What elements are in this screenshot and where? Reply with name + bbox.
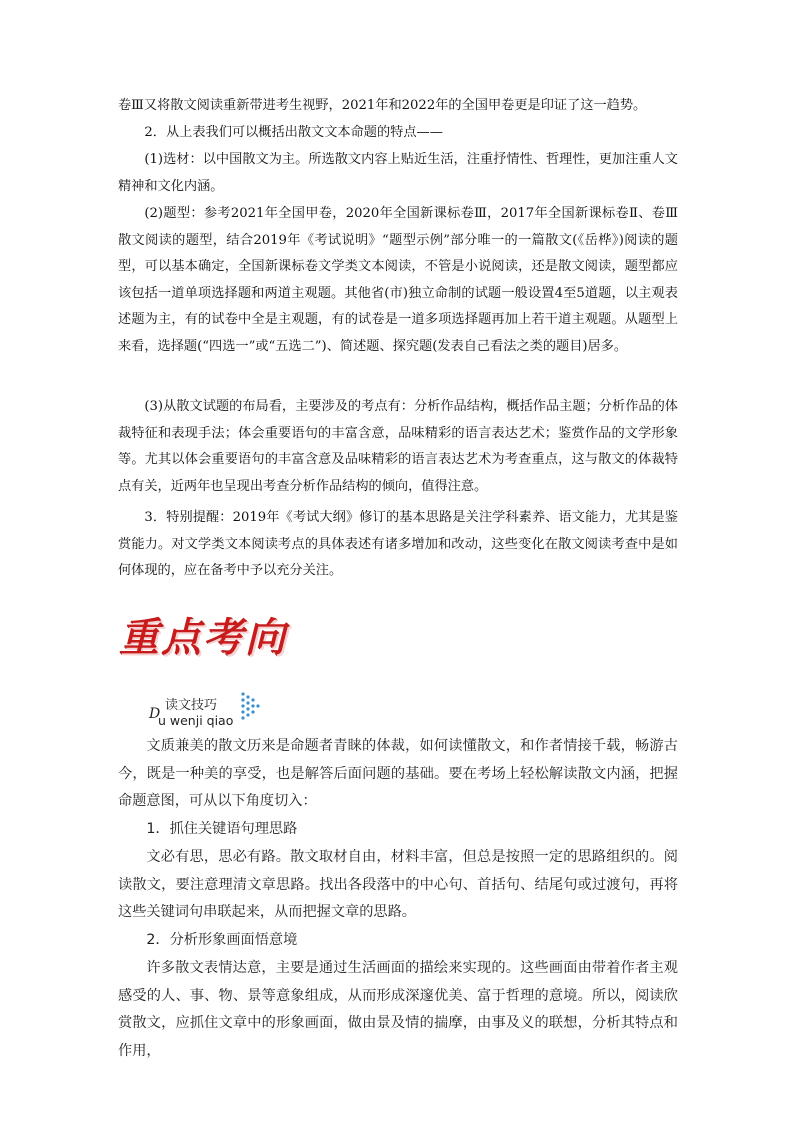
heading-imagery: 2．分析形象画面悟意境 xyxy=(146,932,298,948)
paragraph-layout: (3)从散文试题的布局看，主要涉及的考点有：分析作品结构，概括作品主题；分析作品的体裁特征和表现手法；体会重要语句的丰富含意，品味精彩的语言表达艺术；鉴赏作品的文学形象等。尤其以体会重要语句的丰富含意及品味精彩的语言表达艺术为考查重点，这与散文的体裁特点有关，近两年也呈现出考查分析作品结构的倾向，值得注意。 xyxy=(118,399,678,494)
dotted-arrow-icon xyxy=(240,691,262,721)
section-banner-title: 重点考向 xyxy=(119,615,287,661)
reading-skills-pinyin: u wenji qiao xyxy=(158,713,234,728)
paragraph-selection: (1)选材：以中国散文为主。所选散文内容上贴近生活，注重抒情性、哲理性，更加注重人文精神和文化内涵。 xyxy=(118,152,678,194)
paragraph-question-types: (2)题型：参考2021年全国甲卷，2020年全国新课标卷Ⅲ，2017年全国新课标卷Ⅱ、卷Ⅲ散文阅读的题型，结合2019年《考试说明》“题型示例”部分唯一的一篇散文(《岳桦》)阅读的题型，可以基本确定，全国新课标卷文学类文本阅读，不管是小说阅读，还是散文阅读，题型都应该包括一道单项选择题和两道主观题。其他省(市)独立命制的试题一般设置4至5道题，以主观表述题为主，有的试卷中全是主观题，有的试卷是一道多项选择题再加上若干道主观题。从题型上来看，选择题(“四选一”或“五选二”)、简述题、探究题(发表自己看法之类的题目)居多。 xyxy=(118,206,678,354)
reading-skills-title: 读文技巧 xyxy=(165,698,218,713)
paragraph-imagery: 许多散文表情达意，主要是通过生活画面的描绘来实现的。这些画面由带着作者主观感受的人、事、物、景等意象组成，从而形成深邃优美、富于哲理的意境。所以，阅读欣赏散文，应抓住文章中的形象画面，做由景及情的揣摩，由事及义的联想，分析其特点和作用， xyxy=(118,960,678,1059)
paragraph-reading-intro: 文质兼美的散文历来是命题者青睐的体裁，如何读懂散文，和作者情接千载，畅游古今，既是一种美的享受，也是解答后面问题的基础。要在考场上轻松解读散文内涵，把握命题意图，可从以下角度切入： xyxy=(118,738,678,809)
reading-skills-initial: D xyxy=(149,706,161,722)
paragraph-intro-tail: 卷Ⅲ又将散文阅读重新带进考生视野，2021年和2022年的全国甲卷更是印证了这一趋势。 xyxy=(118,98,647,113)
heading-key-sentences: 1．抓住关键语句理思路 xyxy=(146,821,298,837)
paragraph-key-sentences: 文必有思，思必有路。散文取材自由，材料丰富，但总是按照一定的思路组织的。阅读散文，要注意理清文章思路。找出各段落中的中心句、首括句、结尾句或过渡句，再将这些关键词句串联起来，从而把握文章的思路。 xyxy=(118,849,678,920)
paragraph-reminder: 3．特别提醒：2019年《考试大纲》修订的基本思路是关注学科素养、语文能力，尤其是鉴赏能力。对文学类文本阅读考点的具体表述有诸多增加和改动，这些变化在散文阅读考查中是如何体现的，应在备考中予以充分关注。 xyxy=(118,510,678,578)
paragraph-point-2: 2．从上表我们可以概括出散文文本命题的特点—— xyxy=(144,125,443,140)
